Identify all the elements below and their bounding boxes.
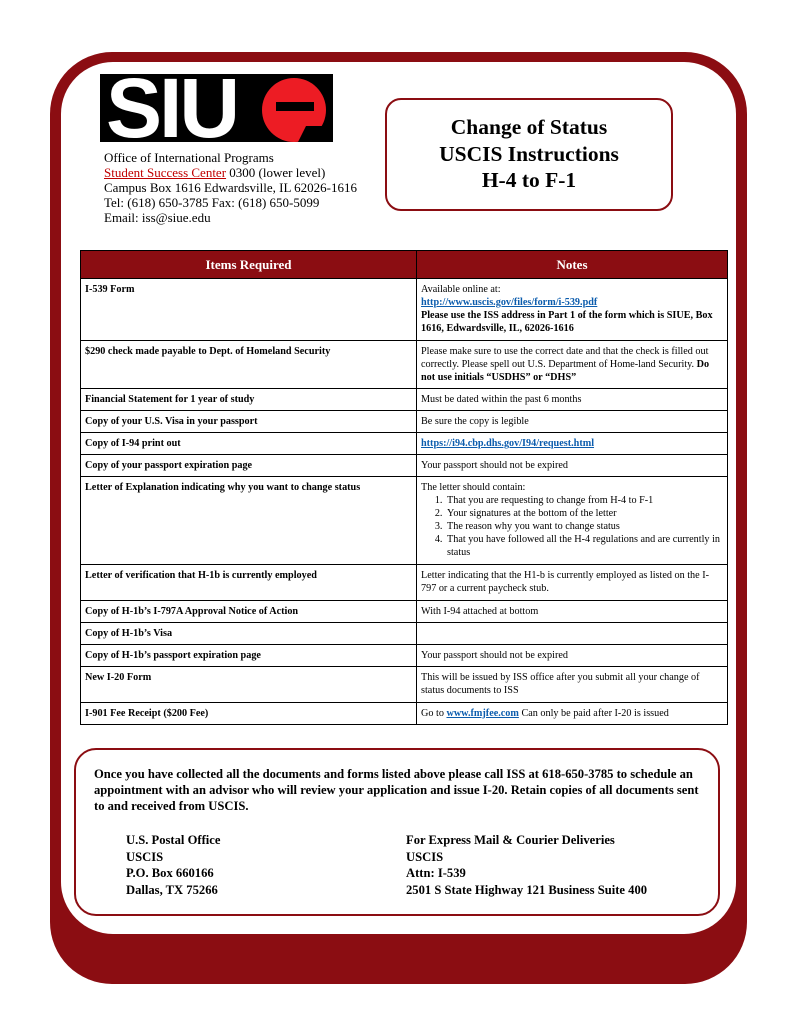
note-cell: [417, 703, 728, 725]
address-line: 2501 S State Highway 121 Business Suite 400: [406, 882, 648, 897]
item-cell: Copy of your U.S. Visa in your passport: [81, 411, 417, 433]
table-row: [81, 623, 728, 645]
table-row: [81, 667, 728, 703]
item-cell: Financial Statement for 1 year of study: [81, 389, 417, 411]
title-line-3: H-4 to F-1: [481, 168, 577, 192]
note-cell: This will be issued by ISS office after you submit all your change of status documents to ISS: [417, 667, 728, 703]
table-row: [81, 279, 728, 341]
address-line: For Express Mail & Courier Deliveries: [406, 833, 615, 847]
note-cell: Must be dated within the past 6 months: [417, 389, 728, 411]
title-box: [385, 98, 673, 211]
table-row: [81, 703, 728, 725]
note-text: Please make sure to use the correct date and that the check is filled out correctly. Please spell out U.S. Department of Home-land Security.: [421, 346, 709, 370]
table-header-row: [81, 251, 728, 279]
campus-address: Campus Box 1616 Edwardsville, IL 62026-1616: [104, 180, 357, 195]
note-text: Go to: [421, 708, 447, 719]
item-cell: Letter of verification that H-1b is currently employed: [81, 565, 417, 601]
note-cell: [417, 341, 728, 389]
note-cell: With I-94 attached at bottom: [417, 601, 728, 623]
note-cell: [417, 279, 728, 341]
phone-fax: Tel: (618) 650-3785 Fax: (618) 650-5099: [104, 195, 320, 210]
list-item: 1. That you are requesting to change from H-4 to F-1: [445, 494, 723, 507]
list-item: 2. Your signatures at the bottom of the letter: [445, 507, 723, 520]
item-cell: Copy of I-94 print out: [81, 433, 417, 455]
title-line-2: USCIS Instructions: [439, 141, 619, 166]
address-line: USCIS: [126, 849, 164, 864]
table-row: [81, 389, 728, 411]
header-items-required: Items Required: [81, 251, 417, 279]
note-text: The letter should contain:: [421, 482, 526, 493]
item-cell: I-901 Fee Receipt ($200 Fee): [81, 703, 417, 725]
contact-info: [104, 150, 357, 225]
item-cell: $290 check made payable to Dept. of Homeland Security: [81, 341, 417, 389]
note-text: Can only be paid after I-20 is issued: [518, 708, 669, 719]
address-line: USCIS: [406, 849, 444, 864]
fmjfee-link[interactable]: www.fmjfee.com: [446, 708, 519, 719]
table-row: [81, 433, 728, 455]
table-row: [81, 411, 728, 433]
item-cell: I-539 Form: [81, 279, 417, 341]
address-line: Attn: I-539: [406, 866, 466, 880]
office-name: Office of International Programs: [104, 150, 274, 165]
table-row: [81, 341, 728, 389]
instructions-text: Once you have collected all the documents and forms listed above please call ISS at 618-650-3785 to schedule an appointment with an advisor who will review your application and issue I-20. Retain copies of all documents sent to and received from USCIS.: [94, 767, 699, 813]
student-center-link[interactable]: Student Success Center: [104, 165, 227, 180]
email: Email: iss@siue.edu: [104, 210, 211, 225]
i539-link[interactable]: http://www.uscis.gov/files/form/i-539.pdf: [421, 297, 598, 308]
logo-text: SIU: [106, 61, 238, 155]
list-item: 4. That you have followed all the H-4 regulations and are currently in status: [445, 533, 723, 559]
letter-contents-list: [421, 494, 723, 559]
item-cell: Copy of H-1b’s Visa: [81, 623, 417, 645]
header-notes: Notes: [417, 251, 728, 279]
table-row: [81, 565, 728, 601]
address-line: Dallas, TX 75266: [126, 882, 218, 897]
i94-link[interactable]: https://i94.cbp.dhs.gov/I94/request.html: [421, 438, 595, 449]
note-cell: [417, 433, 728, 455]
table-row: [81, 645, 728, 667]
item-cell: New I-20 Form: [81, 667, 417, 703]
table-row: [81, 601, 728, 623]
note-bold-text: Do not use initials “USDHS” or “DHS”: [421, 359, 710, 383]
express-address: [406, 832, 647, 898]
note-text: Available online at:: [421, 284, 501, 295]
note-cell: Your passport should not be expired: [417, 645, 728, 667]
svg-text:e: e: [293, 121, 295, 123]
student-center-room: 0300 (lower level): [226, 165, 326, 180]
postal-address: [126, 832, 220, 898]
note-cell: Your passport should not be expired: [417, 455, 728, 477]
siue-logo: [100, 61, 333, 155]
address-line: P.O. Box 660166: [126, 866, 214, 880]
table-row: [81, 477, 728, 565]
contact-instructions-box: [74, 748, 720, 916]
requirements-table: [80, 250, 728, 725]
logo-e-mark: [258, 72, 330, 144]
note-bold-text: Please use the ISS address in Part 1 of the form which is SIUE, Box 1616, Edwardsville, IL, 62026-1616: [421, 310, 713, 334]
address-line: U.S. Postal Office: [126, 833, 221, 847]
item-cell: Copy of H-1b’s passport expiration page: [81, 645, 417, 667]
list-item: 3. The reason why you want to change status: [445, 520, 723, 533]
title-line-1: Change of Status: [450, 115, 608, 139]
note-cell: Letter indicating that the H1-b is currently employed as listed on the I-797 or a current paycheck stub.: [417, 565, 728, 601]
note-cell: Be sure the copy is legible: [417, 411, 728, 433]
item-cell: Letter of Explanation indicating why you want to change status: [81, 477, 417, 565]
table-row: [81, 455, 728, 477]
note-cell: [417, 623, 728, 645]
note-cell: [417, 477, 728, 565]
item-cell: Copy of H-1b’s I-797A Approval Notice of Action: [81, 601, 417, 623]
item-cell: Copy of your passport expiration page: [81, 455, 417, 477]
